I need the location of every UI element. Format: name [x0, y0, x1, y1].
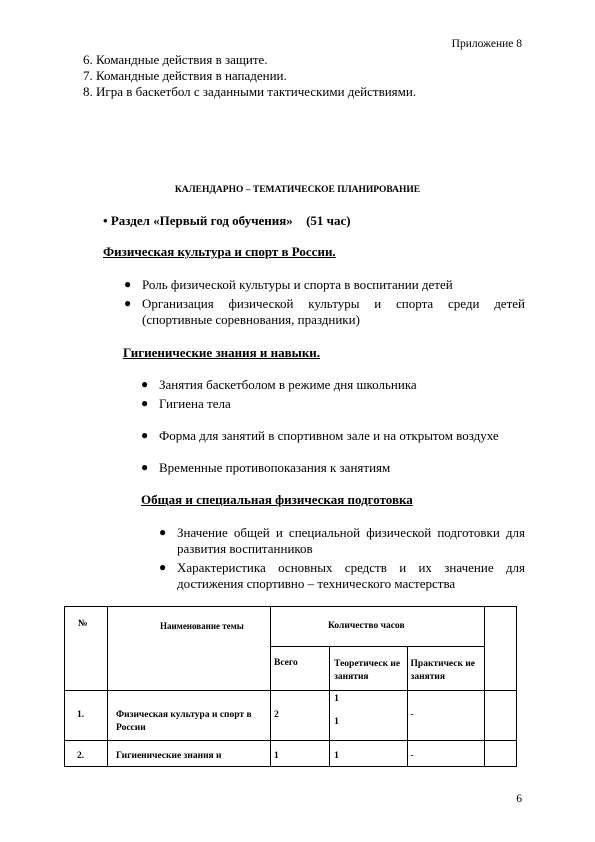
bullet-icon: ● [159, 525, 167, 539]
list-item: Временные противопоказания к занятиям [159, 460, 391, 475]
header-num: № [65, 607, 108, 691]
list-item: Занятия баскетболом в режиме дня школьника [159, 377, 417, 392]
header-empty [485, 607, 517, 691]
header-name: Наименование темы [108, 607, 271, 691]
bullet-icon: ● [141, 377, 149, 391]
cell-num: 2. [65, 741, 108, 767]
header-total: Всего [271, 647, 330, 691]
intro-item: 6. Командные действия в защите. [83, 52, 268, 67]
header-theory: Теоретическ ие занятия [330, 647, 407, 691]
cell-empty [485, 741, 517, 767]
table-row [65, 691, 517, 741]
cell-num: 1. [65, 691, 108, 741]
bullet-icon: ● [124, 277, 132, 291]
cell-name: Гигиенические знания и [108, 741, 271, 767]
section-title: Раздел «Первый год обучения» [110, 213, 293, 228]
list-item: Характеристика основных средств и их значение для достижения спортивно – технического мастерства [177, 560, 525, 591]
cell-practice: - [407, 741, 484, 767]
hours-table [64, 606, 517, 767]
calendar-title: КАЛЕНДАРНО – ТЕМАТИЧЕСКОЕ ПЛАНИРОВАНИЕ [174, 185, 421, 195]
header-hours: Количество часов [271, 607, 485, 647]
appendix-label: Приложение 8 [451, 38, 522, 50]
cell-practice: - [407, 691, 484, 741]
bullet-icon: ● [124, 296, 132, 310]
bullet-icon: ● [141, 396, 149, 410]
cell-total: 2 [271, 691, 330, 741]
topic-heading: Физическая культура и спорт в России. [103, 244, 336, 259]
cell-name: Физическая культура и спорт в России [108, 691, 271, 741]
topic-heading: Гигиенические знания и навыки. [123, 345, 321, 360]
intro-item: 8. Игра в баскетбол с заданными тактическими действиями. [83, 84, 417, 99]
table-row [65, 741, 517, 767]
list-item: Форма для занятий в спортивном зале и на открытом воздухе [159, 428, 499, 443]
topic-heading: Общая и специальная физическая подготовка [141, 492, 413, 507]
section-heading [103, 213, 351, 229]
list-item: Роль физической культуры и спорта в воспитании детей [142, 277, 453, 292]
cell-empty [485, 691, 517, 741]
page-number: 6 [516, 793, 522, 805]
cell-total: 1 [271, 741, 330, 767]
intro-list [83, 52, 416, 100]
list-item: Гигиена тела [159, 396, 231, 411]
bullet-icon: ● [141, 460, 149, 474]
cell-theory: 1 1 [330, 691, 407, 741]
bullet-icon: ● [141, 428, 149, 442]
header-practice: Практическ ие занятия [407, 647, 484, 691]
bullet-icon: • [103, 213, 108, 228]
list-item: Значение общей и специальной физической подготовки для развития воспитанников [177, 525, 525, 556]
intro-item: 7. Командные действия в нападении. [83, 68, 287, 83]
list-item: Организация физической культуры и спорта среди детей (спортивные соревнования, праздники) [142, 296, 525, 327]
cell-theory: 1 [330, 741, 407, 767]
bullet-icon: ● [159, 560, 167, 574]
section-hours: (51 час) [306, 213, 351, 228]
